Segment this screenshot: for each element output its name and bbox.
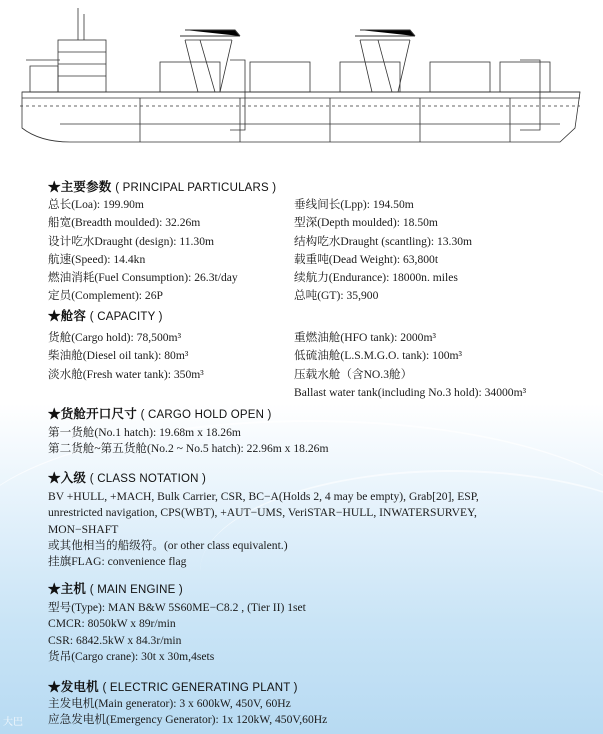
text-line: CMCR: 8050kW x 89r/min bbox=[48, 617, 176, 631]
spec-cell: 型深(Depth moulded): 18.50m bbox=[294, 216, 438, 230]
watermark: 大巴 bbox=[3, 717, 23, 728]
text-line: 第一货舱(No.1 hatch): 19.68m x 18.26m bbox=[48, 426, 241, 439]
text-line: 货吊(Cargo crane): 30t x 30m,4sets bbox=[48, 649, 215, 663]
text-line: unrestricted navigation, CPS(WBT), +AUT−UMS, VeriSTAR−HULL, INWATERSURVEY, bbox=[48, 506, 477, 520]
spec-cell: 淡水舱(Fresh water tank): 350m³ bbox=[48, 367, 204, 381]
section-heading bbox=[48, 307, 593, 325]
spec-cell: 续航力(Endurance): 18000n. miles bbox=[294, 271, 458, 285]
spec-row bbox=[48, 251, 593, 269]
generating-plant-section bbox=[48, 678, 593, 729]
section-heading bbox=[48, 678, 593, 696]
heading-cn: ★主要参数 bbox=[48, 180, 112, 194]
text-line: 主发电机(Main generator): 3 x 600kW, 450V, 60Hz bbox=[48, 697, 291, 710]
heading-en: ( PRINCIPAL PARTICULARS ) bbox=[115, 182, 277, 194]
text-line: 第二货舱~第五货舱(No.2 ~ No.5 hatch): 22.96m x 18.26m bbox=[48, 442, 329, 456]
heading-en: ( CARGO HOLD OPEN ) bbox=[140, 409, 272, 421]
section-heading bbox=[48, 405, 593, 423]
heading-cn: ★货舱开口尺寸 bbox=[48, 407, 137, 421]
spec-row bbox=[48, 366, 593, 384]
cargo-hold-open-section bbox=[48, 405, 593, 458]
spec-cell: 船宽(Breadth moulded): 32.26m bbox=[48, 216, 201, 230]
section-heading bbox=[48, 469, 593, 487]
heading-cn: ★入级 bbox=[48, 471, 87, 485]
text-line: BV +HULL, +MACH, Bulk Carrier, CSR, BC−A(Holds 2, 4 may be empty), Grab[20], ESP, bbox=[48, 490, 479, 503]
spec-cell: 燃油消耗(Fuel Consumption): 26.3t/day bbox=[48, 271, 238, 285]
spec-cell: Ballast water tank(including No.3 hold): 34000m³ bbox=[294, 385, 527, 399]
spec-cell: 压载水舱（含NO.3舱） bbox=[294, 367, 413, 381]
capacity-section bbox=[48, 307, 593, 402]
spec-cell: 总吨(GT): 35,900 bbox=[294, 289, 379, 303]
section-heading bbox=[48, 580, 593, 598]
heading-en: ( CAPACITY ) bbox=[89, 311, 163, 323]
class-notation-section bbox=[48, 469, 593, 570]
heading-cn: ★主机 bbox=[48, 582, 87, 596]
spec-cell: 结构吃水Draught (scantling): 13.30m bbox=[294, 234, 473, 248]
spec-cell: 航速(Speed): 14.4kn bbox=[48, 252, 146, 266]
spec-cell: 载重吨(Dead Weight): 63,800t bbox=[294, 252, 439, 266]
section-heading bbox=[48, 178, 593, 196]
spec-row bbox=[48, 196, 593, 214]
spec-cell: 重燃油舱(HFO tank): 2000m³ bbox=[294, 331, 436, 344]
heading-cn: ★发电机 bbox=[48, 680, 99, 694]
spec-cell: 设计吃水Draught (design): 11.30m bbox=[48, 234, 215, 248]
main-engine-section bbox=[48, 580, 593, 665]
text-line: CSR: 6842.5kW x 84.3r/min bbox=[48, 633, 182, 647]
text-line: MON−SHAFT bbox=[48, 522, 119, 536]
spec-cell: 定员(Complement): 26P bbox=[48, 289, 163, 303]
ship-profile-drawing bbox=[0, 0, 603, 150]
text-line: 应急发电机(Emergency Generator): 1x 120kW, 450V,60Hz bbox=[48, 713, 328, 727]
spec-row bbox=[48, 269, 593, 287]
heading-cn: ★舱容 bbox=[48, 309, 87, 323]
spec-cell: 低硫油舱(L.S.M.G.O. tank): 100m³ bbox=[294, 349, 463, 363]
heading-en: ( ELECTRIC GENERATING PLANT ) bbox=[102, 682, 298, 694]
text-line: 型号(Type): MAN B&W 5S60ME−C8.2 , (Tier II) 1set bbox=[48, 601, 306, 614]
text-line: 挂旗FLAG: convenience flag bbox=[48, 555, 187, 569]
spec-row bbox=[48, 347, 593, 365]
spec-row bbox=[48, 329, 593, 347]
heading-en: ( MAIN ENGINE ) bbox=[89, 584, 183, 596]
spec-cell: 柴油舱(Diesel oil tank): 80m³ bbox=[48, 349, 189, 363]
spec-row bbox=[48, 287, 593, 305]
spec-cell: 总长(Loa): 199.90m bbox=[48, 198, 144, 211]
spec-cell: 垂线间长(Lpp): 194.50m bbox=[294, 198, 414, 211]
spec-row bbox=[48, 384, 593, 402]
text-line: 或其他相当的船级符。(or other class equivalent.) bbox=[48, 538, 288, 552]
spec-row bbox=[48, 214, 593, 232]
spec-cell: 货舱(Cargo hold): 78,500m³ bbox=[48, 331, 182, 344]
heading-en: ( CLASS NOTATION ) bbox=[89, 473, 207, 485]
spec-cell-empty bbox=[48, 384, 294, 402]
spec-row bbox=[48, 233, 593, 251]
principal-particulars-section bbox=[48, 178, 593, 306]
